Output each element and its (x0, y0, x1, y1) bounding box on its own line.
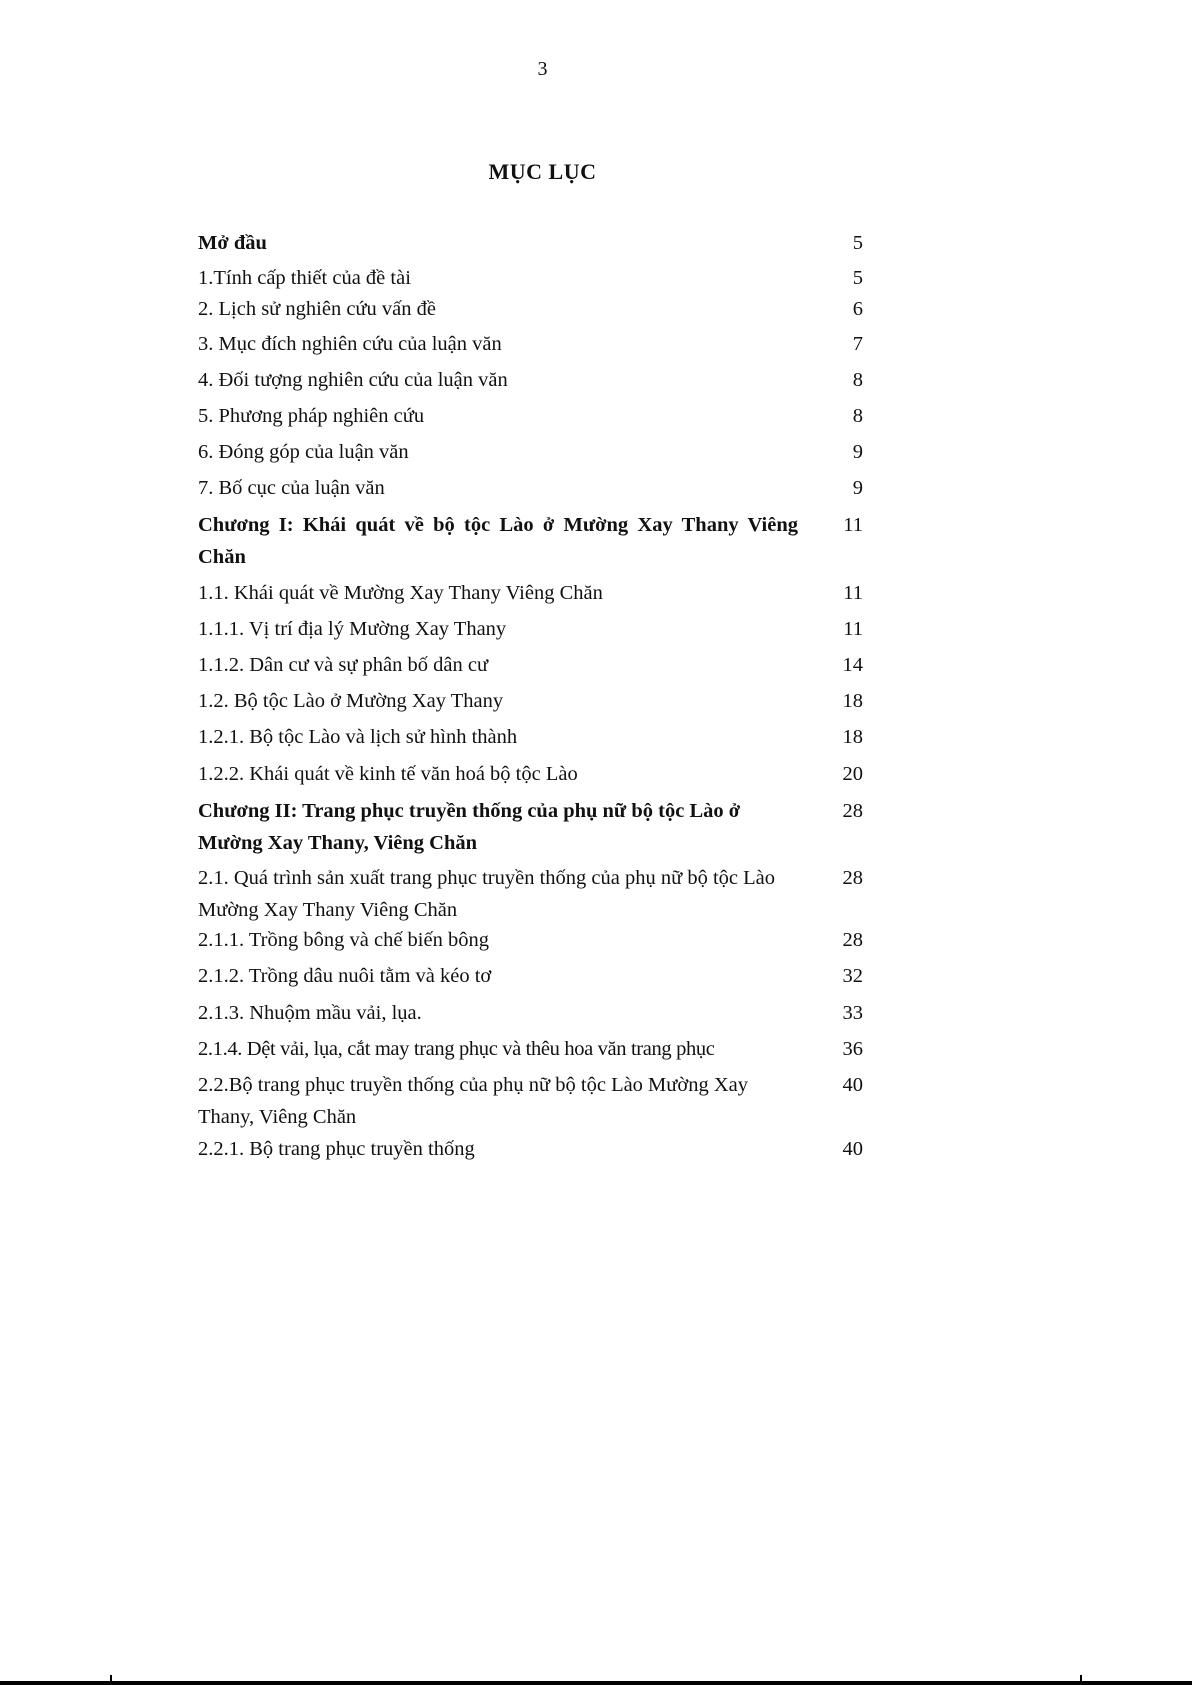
toc-entry-page: 28 (842, 929, 863, 951)
toc-entry-text: 1.1.2. Dân cư và sự phân bố dân cư (198, 654, 489, 676)
toc-entry-text: 3. Mục đích nghiên cứu của luận văn (198, 333, 502, 355)
toc-entry-text: 2.2.1. Bộ trang phục truyền thống (198, 1138, 475, 1160)
toc-entry-page: 9 (852, 477, 863, 499)
toc-entry-text: 2.1.2. Trồng dâu nuôi tằm và kéo tơ (198, 965, 492, 987)
toc-entry-page: 11 (843, 514, 863, 536)
toc-entry-text: 1.1. Khái quát về Mường Xay Thany Viêng Chăn (198, 582, 603, 604)
toc-entry-page: 6 (852, 298, 863, 320)
toc-entry-text: 2.1.4. Dệt vải, lụa, cắt may trang phục và thêu hoa văn trang phục (198, 1038, 715, 1060)
toc-entry-text: 2.2.Bộ trang phục truyền thống của phụ nữ bộ tộc Lào Mường Xay Thany, Viêng Chăn (198, 1074, 749, 1128)
toc-entry-text: 6. Đóng góp của luận văn (198, 441, 409, 463)
toc-entry-page: 28 (842, 800, 863, 822)
toc-entry-text: 1.1.1. Vị trí địa lý Mường Xay Thany (198, 618, 507, 640)
toc-entry-page: 8 (852, 405, 863, 427)
page-bottom-tick-left (110, 1675, 112, 1685)
toc-entry-page: 28 (842, 867, 863, 889)
toc-entry-page: 36 (842, 1038, 863, 1060)
toc-entry-text: Chương I: Khái quát về bộ tộc Lào ở Mường Xay Thany Viêng Chăn (198, 514, 798, 568)
toc-entry-text: 1.2. Bộ tộc Lào ở Mường Xay Thany (198, 690, 504, 712)
toc-entry-page: 14 (842, 654, 863, 676)
toc-entry-page: 20 (842, 763, 863, 785)
toc-entry-page: 8 (852, 369, 863, 391)
page-bottom-border (0, 1681, 1192, 1685)
toc-entry-text: Chương II: Trang phục truyền thống của phụ nữ bộ tộc Lào ở Mường Xay Thany, Viêng Chăn (198, 800, 741, 854)
toc-entry-page: 40 (842, 1138, 863, 1160)
page-number: 3 (537, 58, 548, 80)
toc-entry-page: 11 (843, 618, 863, 640)
toc-entry-text: 7. Bố cục của luận văn (198, 477, 385, 499)
toc-entry-page: 11 (843, 582, 863, 604)
toc-entry-page: 5 (852, 267, 863, 289)
toc-entry-page: 18 (842, 726, 863, 748)
page-bottom-tick-right (1080, 1675, 1082, 1685)
toc-entry-page: 5 (852, 232, 863, 254)
toc-entry-page: 32 (842, 965, 863, 987)
toc-entry-text: 2.1.3. Nhuộm mầu vải, lụa. (198, 1002, 422, 1024)
toc-entry-page: 9 (852, 441, 863, 463)
toc-entry-page: 33 (842, 1002, 863, 1024)
toc-entry-text: 1.2.1. Bộ tộc Lào và lịch sử hình thành (198, 726, 518, 748)
toc-entry-text: 1.Tính cấp thiết của đề tài (198, 267, 411, 289)
toc-entry-page: 40 (842, 1074, 863, 1096)
toc-entry-text: 2.1.1. Trồng bông và chế biến bông (198, 929, 489, 951)
toc-entry-text: 1.2.2. Khái quát về kinh tế văn hoá bộ tộc Lào (198, 763, 578, 785)
toc-entry-text: 4. Đối tượng nghiên cứu của luận văn (198, 369, 508, 391)
toc-title: MỤC LỤC (488, 159, 597, 184)
toc-entry-text: 2.1. Quá trình sản xuất trang phục truyền thống của phụ nữ bộ tộc Lào Mường Xay Thany Viêng Chăn (198, 867, 776, 921)
toc-entry-page: 7 (852, 333, 863, 355)
toc-entry-text: Mở đầu (198, 232, 267, 254)
toc-entry-page: 18 (842, 690, 863, 712)
toc-entry-text: 5. Phương pháp nghiên cứu (198, 405, 425, 427)
toc-entry-text: 2. Lịch sử nghiên cứu vấn đề (198, 298, 436, 320)
